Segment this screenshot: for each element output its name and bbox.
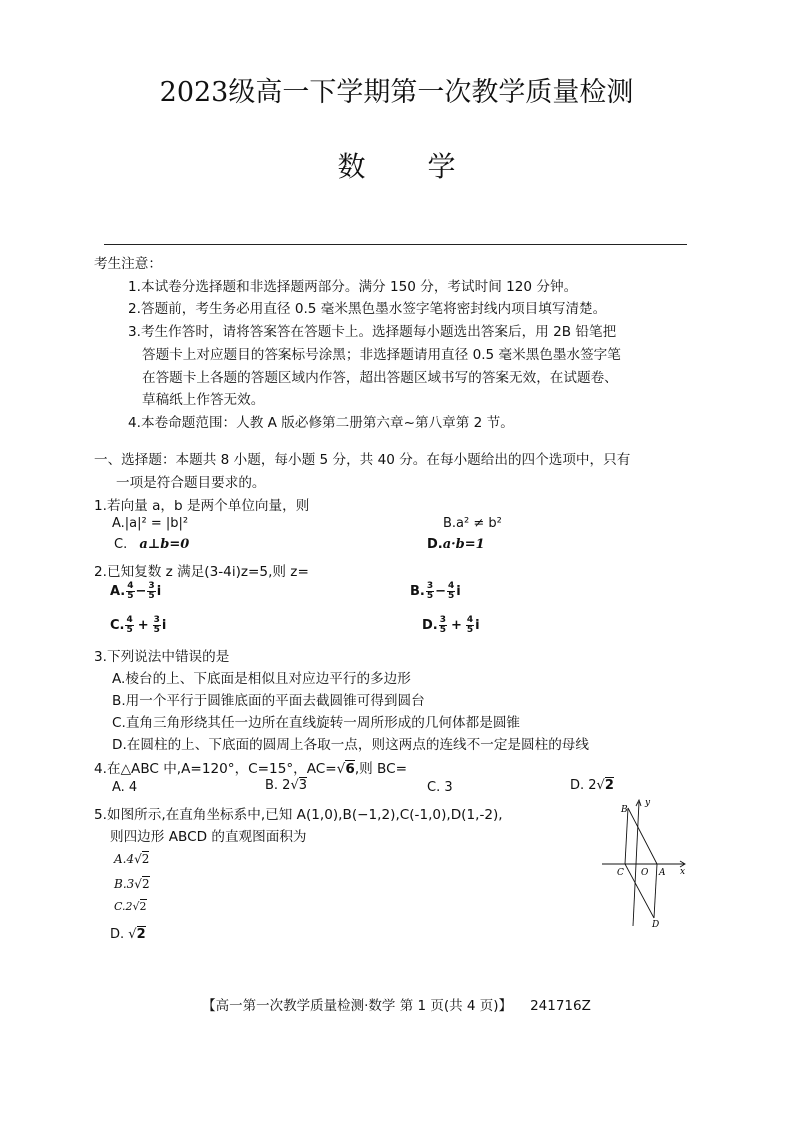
edge-bc [625, 808, 628, 864]
q3-option-d: D.在圆柱的上、下底面的圆周上各取一点，则这两点的连线不一定是圆柱的母线 [112, 737, 589, 753]
label-x: x [680, 867, 686, 877]
q3-option-c: C.直角三角形绕其任一边所在直线旋转一周所形成的几何体都是圆锥 [112, 715, 521, 731]
sqrt-symbol: √ [132, 900, 140, 913]
notice-item-3-cont-2: 在答题卡上各题的答题区域内作答，超出答题区域书写的答案无效，在试题卷、 [142, 370, 618, 386]
notice-item-3-cont-3: 草稿纸上作答无效。 [142, 392, 265, 408]
q2-b-op: − [435, 584, 447, 599]
q5-option-c [114, 900, 147, 913]
sqrt-symbol: √ [134, 852, 142, 866]
q1-stem: 1.若向量 a，b 是两个单位向量，则 [94, 498, 310, 514]
footer-code: 241716Z [530, 998, 591, 1014]
subject-char-2: 学 [427, 150, 456, 183]
q1-option-d-expr: a·b=1 [442, 537, 485, 552]
q1-option-c [114, 537, 189, 552]
q2-b-i: i [456, 584, 461, 599]
exam-title: 2023级高一下学期第一次教学质量检测 [159, 77, 634, 108]
q4-stem-tail: ,则 BC= [354, 761, 408, 777]
notice-item-3: 3.考生作答时，请将答案答在答题卡上。选择题每小题选出答案后，用 2B 铅笔把 [128, 324, 617, 340]
q2-c-frac-2: $\frac{3}{5}$ [153, 615, 160, 635]
subject-char-1: 数 [337, 150, 366, 183]
q5-b-coef: B.3 [114, 877, 135, 891]
sqrt-symbol: √ [134, 877, 142, 891]
q5-c-radicand: 2 [139, 900, 147, 913]
sqrt-symbol: √ [128, 927, 137, 942]
q4-d-radicand: 2 [604, 778, 614, 793]
q5-option-a [114, 852, 149, 866]
sqrt-symbol: √ [290, 778, 299, 793]
q2-c-op: + [137, 618, 149, 633]
notice-item-2: 2.答题前，考生务必用直径 0.5 毫米黑色墨水签字笔将密封线内项目填写清楚。 [128, 301, 607, 317]
notice-heading: 考生注意： [94, 256, 162, 272]
q5-stem-1: 5.如图所示,在直角坐标系中,已知 A(1,0),B(−1,2),C(-1,0),D(1,-2), [94, 807, 503, 823]
sqrt-symbol: √ [596, 778, 605, 793]
q2-d-frac-2: $\frac{4}{5}$ [466, 615, 474, 635]
q3-stem: 3.下列说法中错误的是 [94, 649, 230, 665]
q3-option-b: B.用一个平行于圆锥底面的平面去截圆锥可得到圆台 [112, 693, 425, 709]
q5-d-radicand: 2 [136, 927, 146, 942]
q4-option-d [570, 778, 614, 793]
q2-stem: 2.已知复数 z 满足(3-4i)z=5,则 z= [94, 564, 309, 580]
q2-a-frac-2: $\frac{3}{5}$ [148, 581, 155, 601]
q1-option-d-label: D. [427, 537, 443, 552]
q4-b-coef: B. 2 [265, 778, 291, 793]
q1-option-b: B.a² ≠ b² [443, 516, 502, 531]
q5-d-label: D. [110, 927, 129, 942]
q2-c-frac-1: $\frac{4}{5}$ [126, 615, 133, 635]
header-divider [104, 244, 687, 245]
label-b: B [621, 805, 628, 815]
label-y: y [645, 798, 651, 808]
q2-option-d [422, 616, 480, 635]
notice-item-4: 4.本卷命题范围：人教 A 版必修第二册第六章~第八章第 2 节。 [128, 415, 514, 431]
section-heading: 一、选择题：本题共 8 小题，每小题 5 分，共 40 分。在每小题给出的四个选项中，只有 [94, 452, 631, 468]
q2-option-a-label: A. [110, 584, 126, 599]
q2-d-frac-1: $\frac{3}{5}$ [439, 615, 446, 635]
q2-b-frac-1: $\frac{3}{5}$ [426, 581, 434, 601]
q4-stem-text: 4.在△ABC 中,A=120°，C=15°，AC= [94, 761, 337, 777]
q2-option-c [110, 616, 166, 635]
page-footer [0, 994, 793, 1014]
label-d: D [652, 920, 660, 930]
label-o: O [641, 868, 649, 878]
q2-option-d-label: D. [422, 618, 438, 633]
q2-a-frac-1: $\frac{4}{5}$ [127, 581, 134, 601]
q1-option-c-expr: a⊥b=0 [139, 537, 190, 552]
edge-ba [628, 808, 657, 864]
q5-a-radicand: 2 [141, 852, 150, 866]
label-c: C [617, 868, 624, 878]
section-heading-cont: 一项是符合题目要求的。 [116, 475, 266, 491]
subject-title [0, 145, 793, 185]
q5-a-coef: A.4 [114, 852, 135, 866]
q2-a-i: i [156, 584, 162, 599]
q4-option-c: C. 3 [427, 780, 453, 795]
q3-option-a: A.棱台的上、下底面是相似且对应边平行的多边形 [112, 671, 411, 687]
q2-a-op: − [135, 584, 147, 599]
q2-c-i: i [161, 618, 167, 633]
q2-option-b [410, 582, 461, 601]
q2-option-c-label: C. [110, 618, 125, 633]
q2-d-op: + [451, 618, 462, 633]
sqrt-symbol: √ [336, 761, 346, 777]
oblique-coordinate-figure [600, 796, 692, 932]
q2-b-frac-2: $\frac{4}{5}$ [448, 581, 455, 601]
q4-radicand: 6 [345, 761, 355, 777]
footer-text: 【高一第一次教学质量检测·数学 第 1 页(共 4 页)】 [202, 998, 513, 1014]
q4-option-b [265, 778, 307, 793]
edge-cd [625, 864, 654, 918]
notice-item-3-cont-1: 答题卡上对应题目的答案标号涂黑；非选择题请用直径 0.5 毫米黑色墨水签字笔 [142, 347, 621, 363]
q5-c-coef: C.2 [114, 900, 133, 913]
q4-b-radicand: 3 [298, 778, 308, 793]
q4-option-a: A. 4 [112, 780, 138, 795]
edge-ad [654, 864, 657, 918]
q5-option-d [110, 927, 146, 942]
q2-d-i: i [475, 618, 480, 633]
q5-stem-2: 则四边形 ABCD 的直观图面积为 [110, 829, 307, 845]
q5-b-radicand: 2 [141, 877, 150, 891]
q1-option-c-label: C. [114, 537, 128, 552]
q2-option-b-label: B. [410, 584, 425, 599]
q1-option-d [427, 537, 485, 552]
q5-option-b [114, 877, 150, 891]
notice-item-1: 1.本试卷分选择题和非选择题两部分。满分 150 分，考试时间 120 分钟。 [128, 279, 578, 295]
q2-option-a [110, 582, 161, 601]
q4-stem [94, 757, 407, 777]
q4-d-coef: D. 2 [570, 778, 597, 793]
label-a: A [659, 868, 666, 878]
q1-option-a: A.|a|² = |b|² [112, 516, 189, 531]
